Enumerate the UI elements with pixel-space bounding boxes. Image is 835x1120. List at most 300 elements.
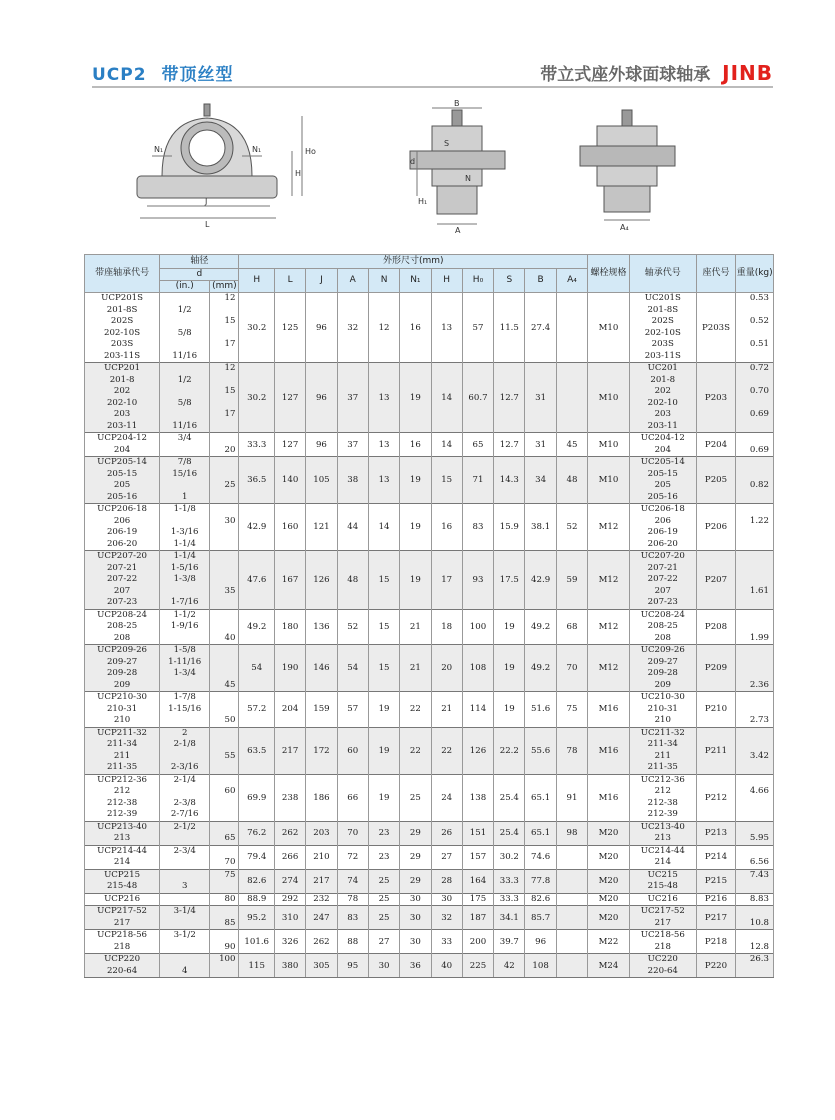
cell-n1: 19 [400, 504, 431, 551]
unit-code-cell [85, 433, 160, 457]
bearing-code-cell-line: 203-11 [647, 420, 678, 431]
inch-cell-line: 5/8 [177, 397, 192, 408]
table-row [85, 845, 774, 869]
mm-cell [210, 293, 239, 363]
mm-cell-line [210, 762, 235, 774]
bearing-code-cell-line: 202S [651, 316, 674, 326]
weight-cell [736, 821, 774, 845]
unit-code-cell [85, 293, 160, 363]
mm-cell-line [210, 574, 235, 586]
unit-code-cell-line: 202S [110, 316, 134, 326]
inch-cell-line [160, 339, 209, 351]
cell-l: 204 [274, 692, 305, 728]
label-l: L [205, 220, 210, 229]
bearing-code-cell-line: 212-39 [647, 809, 678, 819]
cell-b: 85.7 [525, 906, 556, 930]
cell-j: 186 [306, 774, 337, 821]
unit-code-cell-line: 208-25 [106, 621, 138, 631]
mm-cell-line: 30 [224, 515, 236, 526]
weight-cell-line [736, 809, 769, 821]
cell-h1: 18 [431, 609, 462, 645]
cell-l: 310 [274, 906, 305, 930]
unit-code-cell-line: 210-31 [106, 703, 138, 714]
inch-cell [160, 906, 210, 930]
bearing-code-cell-line: 201-8 [650, 374, 676, 385]
spec-table-body [85, 293, 774, 978]
unit-code-cell-line: UCP204-12 [97, 433, 147, 443]
cell-n: 27 [368, 930, 399, 954]
weight-cell-line [736, 551, 769, 563]
cell-a4: 91 [556, 774, 587, 821]
bearing-code-cell-line: UC206-18 [640, 504, 685, 514]
mm-cell [210, 457, 239, 504]
cell-h1: 15 [431, 457, 462, 504]
cell-h1: 21 [431, 692, 462, 728]
inch-cell-line [160, 363, 209, 375]
cell-h0: 151 [462, 821, 493, 845]
cell-j: 262 [306, 930, 337, 954]
weight-cell-line [736, 351, 769, 363]
cell-b: 49.2 [525, 645, 556, 692]
bearing-code-cell-line: UC201S [644, 293, 681, 303]
bearing-code-cell-line: 202-10S [644, 327, 681, 338]
bearing-code-cell-line: UC212-36 [640, 774, 685, 785]
mm-cell-line: 15 [224, 386, 236, 396]
cell-l: 190 [274, 645, 305, 692]
cell-a4: 98 [556, 821, 587, 845]
bearing-code-cell [629, 869, 696, 893]
inch-cell-line [160, 715, 209, 727]
inch-cell-line: 2-3/8 [173, 797, 196, 808]
cell-n: 25 [368, 893, 399, 906]
cell-b: 74.6 [525, 845, 556, 869]
weight-cell [736, 551, 774, 610]
weight-cell-line [736, 457, 769, 469]
mm-cell [210, 954, 239, 978]
cell-h: 33.3 [239, 433, 274, 457]
inch-cell-line [160, 942, 209, 954]
cell-a4: 70 [556, 645, 587, 692]
label-a: A [455, 226, 461, 235]
weight-cell-line [736, 881, 769, 893]
bearing-code-cell-line: UC209-26 [640, 645, 685, 655]
table-row [85, 504, 774, 551]
cell-n1: 19 [400, 457, 431, 504]
inch-cell-line [160, 445, 209, 457]
bearing-code-cell-line: UC204-12 [640, 433, 685, 443]
inch-cell-line: 1-1/2 [173, 609, 196, 620]
cell-n: 12 [368, 293, 399, 363]
unit-code-cell [85, 774, 160, 821]
cell-housing: P216 [696, 893, 736, 906]
bearing-code-cell-line: 210 [654, 715, 671, 725]
inch-cell-line [160, 918, 209, 930]
th-S: S [494, 269, 525, 293]
cell-housing: P203S [696, 293, 736, 363]
cell-housing: P214 [696, 845, 736, 869]
label-n: N [465, 174, 471, 183]
cell-h1: 16 [431, 504, 462, 551]
bearing-code-cell-line: UC201 [647, 363, 678, 373]
weight-cell-line: 1.22 [749, 515, 769, 526]
mm-cell [210, 609, 239, 645]
cell-h1: 20 [431, 645, 462, 692]
weight-cell [736, 869, 774, 893]
weight-cell-line [736, 692, 769, 704]
inch-cell-line: 3-1/4 [173, 906, 196, 916]
mm-cell-line: 90 [224, 941, 236, 952]
unit-code-cell [85, 504, 160, 551]
cell-n1: 29 [400, 845, 431, 869]
mm-cell-line [210, 704, 235, 716]
cell-a: 37 [337, 433, 368, 457]
cell-l: 262 [274, 821, 305, 845]
bearing-code-cell-line: 212-38 [647, 797, 678, 808]
inch-cell-line [160, 751, 209, 763]
bearing-code-cell-line: 205-15 [647, 468, 678, 479]
cell-a: 83 [337, 906, 368, 930]
cell-l: 380 [274, 954, 305, 978]
mm-cell [210, 845, 239, 869]
inch-cell-line: 1-9/16 [170, 621, 199, 631]
inch-cell-line: 1-1/4 [173, 551, 196, 561]
inch-cell-line: 3 [181, 881, 188, 891]
cell-a4: 45 [556, 433, 587, 457]
cell-s: 12.7 [494, 433, 525, 457]
mm-cell-line [210, 692, 235, 704]
unit-code-cell [85, 457, 160, 504]
unit-code-cell-line: 207-23 [106, 597, 138, 607]
table-row [85, 821, 774, 845]
inch-cell-line: 5/8 [177, 327, 192, 338]
cell-n: 19 [368, 727, 399, 774]
unit-code-cell-line: 203-11S [104, 350, 141, 361]
side-view-diagram [410, 108, 505, 224]
weight-cell-line: 10.8 [749, 917, 769, 928]
weight-cell-line: 0.70 [749, 386, 769, 396]
bearing-code-cell-line: 207-21 [647, 562, 678, 573]
th-A: A [337, 269, 368, 293]
unit-code-cell-line: 212-38 [106, 797, 138, 808]
bearing-code-cell-line: UC205-14 [640, 457, 685, 467]
unit-code-cell-line: UCP218-56 [97, 930, 147, 940]
cell-h: 82.6 [239, 869, 274, 893]
cell-j: 159 [306, 692, 337, 728]
cell-j: 105 [306, 457, 337, 504]
inch-cell [160, 293, 210, 363]
bearing-code-cell [629, 645, 696, 692]
unit-code-cell [85, 893, 160, 906]
weight-cell-line [736, 328, 769, 340]
table-row [85, 457, 774, 504]
cell-a4 [556, 363, 587, 433]
mm-cell-line [210, 539, 235, 551]
inch-cell-line [160, 786, 209, 798]
inch-cell-line: 1/2 [177, 374, 192, 385]
mm-cell-line [210, 822, 235, 834]
unit-code-cell [85, 727, 160, 774]
cell-housing: P207 [696, 551, 736, 610]
cell-l: 292 [274, 893, 305, 906]
mm-cell [210, 727, 239, 774]
bearing-code-cell-line: 202 [654, 386, 671, 396]
mm-cell-line [210, 881, 235, 893]
mm-cell-line [210, 930, 235, 942]
mm-cell-line: 50 [224, 715, 236, 725]
unit-code-cell-line: 203-11 [106, 420, 138, 431]
table-row [85, 906, 774, 930]
unit-code-cell [85, 869, 160, 893]
cell-h0: 60.7 [462, 363, 493, 433]
th-shaft-dia: 轴径 [160, 255, 239, 269]
inch-cell [160, 845, 210, 869]
mm-cell-line [210, 328, 235, 340]
unit-code-cell-line: 205-16 [106, 491, 138, 502]
mm-cell-line: 40 [224, 632, 236, 643]
inch-cell-line: 1 [181, 491, 188, 502]
weight-cell-line [736, 597, 769, 609]
cell-h: 57.2 [239, 692, 274, 728]
cell-l: 167 [274, 551, 305, 610]
bearing-code-cell-line: UC218-56 [640, 930, 685, 940]
cell-s: 19 [494, 645, 525, 692]
cell-n1: 19 [400, 363, 431, 433]
mm-cell-line [210, 610, 235, 622]
cell-housing: P203 [696, 363, 736, 433]
mm-cell-line [210, 433, 235, 445]
cell-b: 31 [525, 363, 556, 433]
weight-cell [736, 954, 774, 978]
cell-h1: 14 [431, 433, 462, 457]
mm-cell-line [210, 504, 235, 516]
inch-cell-line: 1-5/16 [170, 562, 199, 573]
unit-code-cell-line: 208 [113, 632, 131, 643]
weight-cell-line [736, 822, 769, 834]
cell-n: 23 [368, 845, 399, 869]
cell-bolt: M24 [588, 954, 630, 978]
label-h: H [295, 169, 302, 178]
cell-h1: 27 [431, 845, 462, 869]
cell-h1: 28 [431, 869, 462, 893]
weight-cell-line [736, 906, 769, 918]
th-N: N [368, 269, 399, 293]
cell-h0: 138 [462, 774, 493, 821]
inch-cell [160, 774, 210, 821]
bearing-code-cell-line: 207-23 [647, 597, 678, 607]
mm-cell-line: 65 [224, 833, 236, 843]
cell-j: 210 [306, 845, 337, 869]
inch-cell [160, 821, 210, 845]
cell-b: 31 [525, 433, 556, 457]
mm-cell [210, 692, 239, 728]
inch-cell-line: 11/16 [172, 350, 198, 361]
bearing-code-cell-line: UC207-20 [640, 551, 685, 561]
cell-l: 127 [274, 363, 305, 433]
bearing-code-cell [629, 930, 696, 954]
inch-cell-line: 15/16 [172, 468, 198, 479]
cell-housing: P217 [696, 906, 736, 930]
cell-h0: 83 [462, 504, 493, 551]
table-row [85, 293, 774, 363]
mm-cell-line: 17 [224, 409, 236, 419]
unit-code-cell-line: 207 [113, 585, 131, 596]
cell-b: 49.2 [525, 609, 556, 645]
cell-j: 96 [306, 293, 337, 363]
table-row [85, 930, 774, 954]
bearing-code-cell-line: 203-11S [644, 350, 681, 361]
bearing-code-cell-line: UC211-32 [640, 727, 685, 738]
cell-a: 74 [337, 869, 368, 893]
unit-code-cell-line: UCP213-40 [97, 821, 147, 832]
cell-h0: 200 [462, 930, 493, 954]
cell-h: 95.2 [239, 906, 274, 930]
unit-code-cell [85, 954, 160, 978]
inch-cell [160, 727, 210, 774]
th-H: H [239, 269, 274, 293]
th-unit-code: 带座轴承代号 [85, 255, 160, 293]
cell-n1: 21 [400, 609, 431, 645]
weight-cell-line: 3.42 [749, 750, 769, 761]
cell-a: 54 [337, 645, 368, 692]
th-weight: 重量(kg) [736, 255, 774, 293]
cell-j: 146 [306, 645, 337, 692]
unit-code-cell-line: UCP207-20 [97, 551, 147, 561]
bearing-code-cell [629, 551, 696, 610]
weight-cell-line [736, 762, 769, 774]
cell-a: 60 [337, 727, 368, 774]
unit-code-cell-line: 201-8 [109, 374, 135, 385]
cell-l: 326 [274, 930, 305, 954]
th-mm: (mm) [210, 281, 239, 293]
cell-h0: 157 [462, 845, 493, 869]
bearing-code-cell-line: 203S [651, 339, 674, 349]
unit-code-cell-line: 205-15 [106, 468, 138, 479]
mm-cell-line: 20 [224, 444, 236, 455]
unit-code-cell-line: 211-34 [106, 739, 138, 749]
cell-s: 19 [494, 609, 525, 645]
weight-cell-line [736, 504, 769, 516]
cell-a4 [556, 293, 587, 363]
cell-h: 49.2 [239, 609, 274, 645]
inch-cell-line: 1-3/4 [173, 668, 196, 678]
cell-b: 38.1 [525, 504, 556, 551]
inch-cell [160, 930, 210, 954]
table-row [85, 774, 774, 821]
mm-cell-line [210, 457, 235, 469]
weight-cell-line: 8.83 [749, 893, 769, 904]
cell-a4: 52 [556, 504, 587, 551]
cell-housing: P209 [696, 645, 736, 692]
cell-j: 232 [306, 893, 337, 906]
bearing-code-cell [629, 692, 696, 728]
weight-cell-line [736, 421, 769, 433]
bearing-code-cell-line: 203 [654, 409, 671, 419]
cell-bolt: M12 [588, 504, 630, 551]
bearing-code-cell-line: 206-20 [647, 538, 678, 549]
cell-h: 101.6 [239, 930, 274, 954]
mm-cell-line [210, 421, 235, 433]
mm-cell-line [210, 668, 235, 680]
label-n1-right: N₁ [252, 145, 262, 154]
cell-n1: 22 [400, 727, 431, 774]
cell-h1: 22 [431, 727, 462, 774]
cell-h: 69.9 [239, 774, 274, 821]
cell-h: 115 [239, 954, 274, 978]
unit-code-cell-line: UCP211-32 [97, 727, 147, 738]
cell-s: 15.9 [494, 504, 525, 551]
mm-cell [210, 551, 239, 610]
inch-cell-line [160, 293, 209, 305]
mm-cell-line [210, 657, 235, 669]
cell-n: 13 [368, 433, 399, 457]
cell-h1: 40 [431, 954, 462, 978]
bearing-code-cell-line: 202-10 [647, 397, 678, 408]
bearing-code-cell [629, 845, 696, 869]
weight-cell-line [736, 657, 769, 669]
cell-a4 [556, 954, 587, 978]
cell-j: 96 [306, 433, 337, 457]
bearing-code-cell-line: 212 [654, 786, 671, 796]
cell-h1: 33 [431, 930, 462, 954]
weight-cell-line [736, 704, 769, 716]
mm-cell-line: 25 [224, 480, 236, 490]
bearing-code-cell-line: 218 [654, 941, 671, 952]
cell-b: 51.6 [525, 692, 556, 728]
unit-code-cell-line: UCP208-24 [97, 609, 147, 620]
cell-n1: 16 [400, 293, 431, 363]
mm-cell-line: 35 [224, 585, 236, 596]
series-type: 带顶丝型 [161, 65, 234, 85]
bearing-code-cell-line: UC208-24 [640, 609, 685, 620]
weight-cell-line [736, 739, 769, 751]
mm-cell-line [210, 551, 235, 563]
unit-code-cell-line: UCP206-18 [97, 504, 147, 514]
inch-cell-line [160, 586, 209, 598]
cell-l: 217 [274, 727, 305, 774]
weight-cell [736, 692, 774, 728]
cell-h0: 108 [462, 645, 493, 692]
mm-cell-line [210, 305, 235, 317]
cell-a: 44 [337, 504, 368, 551]
unit-code-cell-line: UCP205-14 [97, 457, 147, 467]
inch-cell-line: 2-1/2 [173, 821, 196, 832]
cell-n: 15 [368, 551, 399, 610]
cell-l: 266 [274, 845, 305, 869]
mm-cell [210, 906, 239, 930]
weight-cell-line [736, 563, 769, 575]
inch-cell-line: 1-5/8 [173, 645, 196, 655]
cell-bolt: M16 [588, 727, 630, 774]
unit-code-cell-line: 220-64 [106, 965, 138, 976]
cell-s: 33.3 [494, 869, 525, 893]
mm-cell-line: 17 [224, 339, 236, 349]
unit-code-cell-line: 203 [113, 409, 131, 419]
cell-n: 25 [368, 869, 399, 893]
cell-b: 77.8 [525, 869, 556, 893]
weight-cell-line [736, 492, 769, 504]
cell-j: 247 [306, 906, 337, 930]
cell-h0: 164 [462, 869, 493, 893]
inch-cell-line: 2-1/8 [173, 739, 196, 749]
weight-cell-line: 6.56 [749, 857, 769, 867]
cell-a: 38 [337, 457, 368, 504]
inch-cell-line: 2-7/16 [170, 809, 199, 819]
cell-n1: 29 [400, 869, 431, 893]
cell-h: 42.9 [239, 504, 274, 551]
unit-code-cell-line: 209 [113, 679, 131, 690]
cell-housing: P205 [696, 457, 736, 504]
bearing-code-cell-line: 209-27 [647, 656, 678, 667]
